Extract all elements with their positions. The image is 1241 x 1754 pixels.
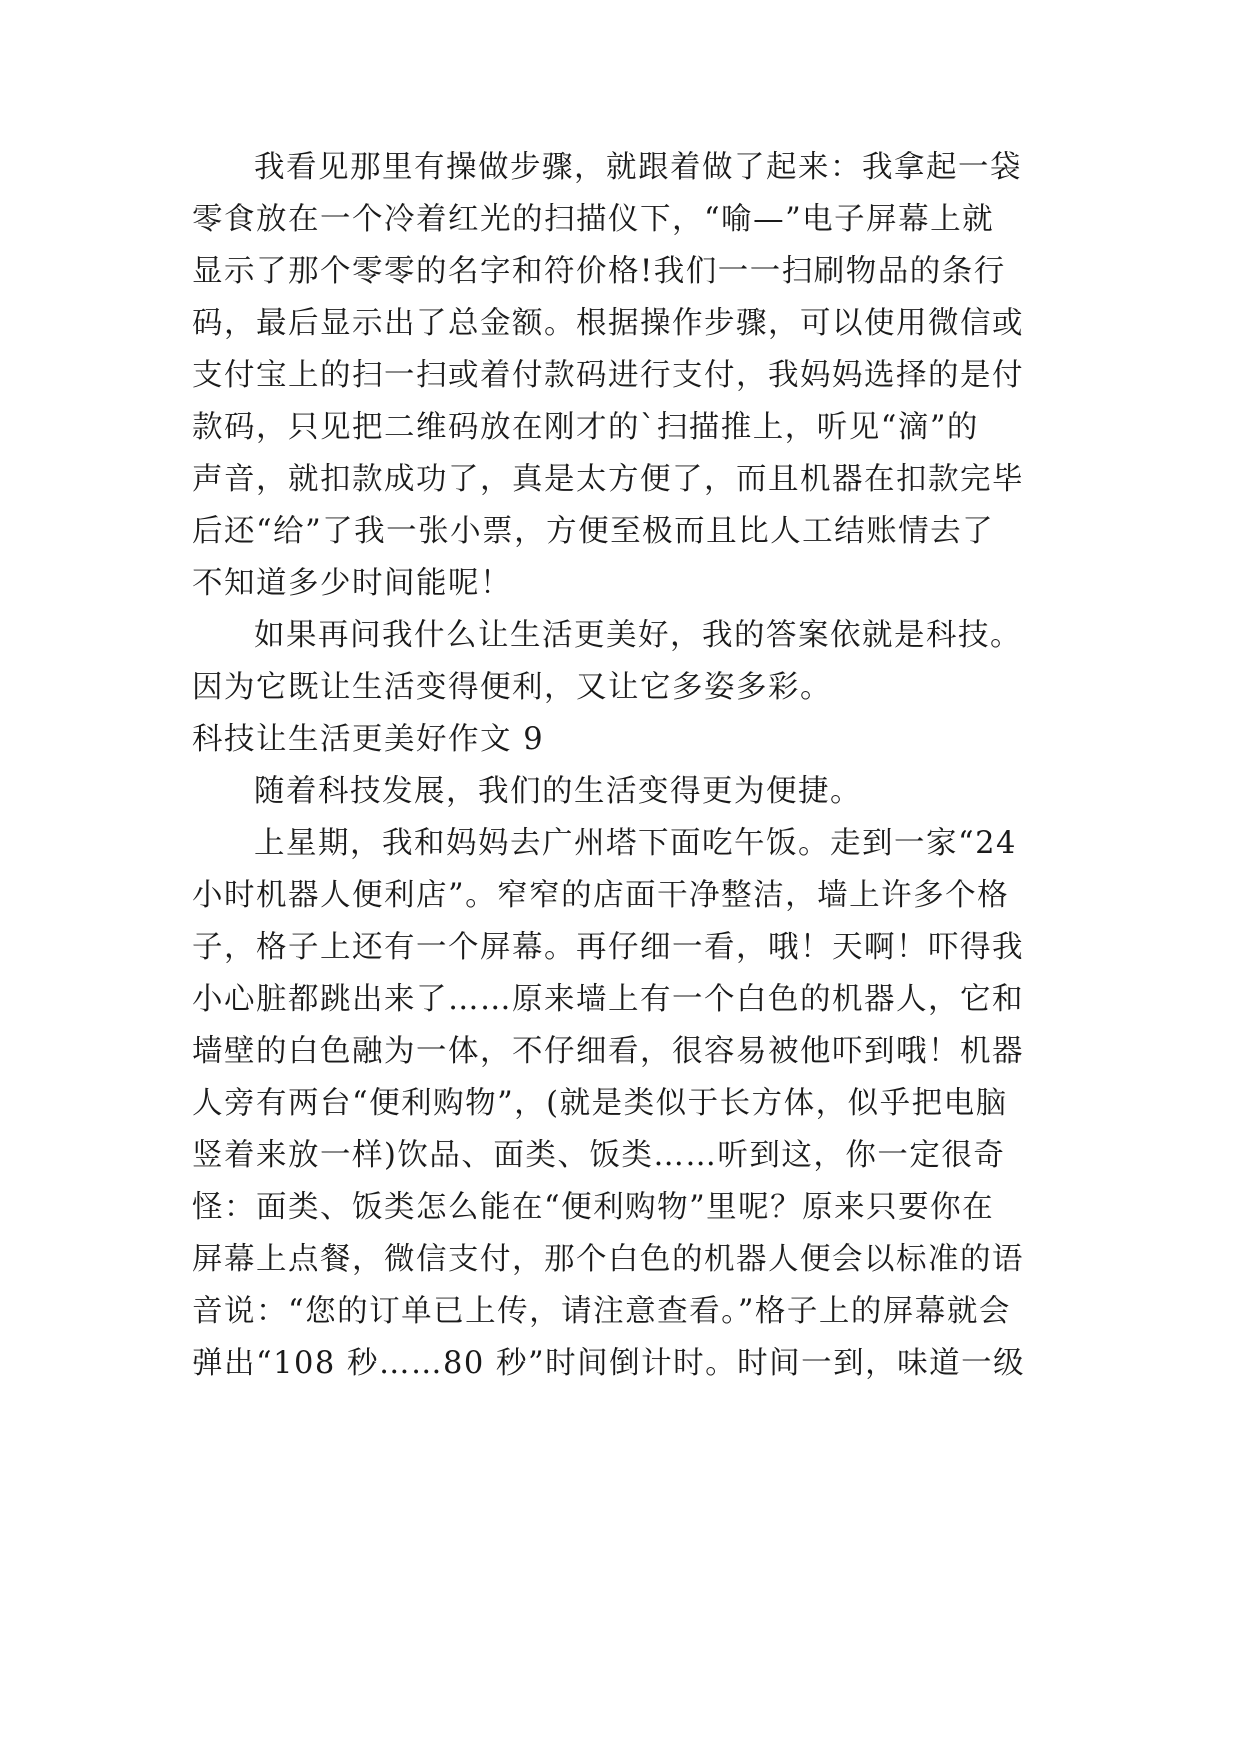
paragraph-line: 款码，只见把二维码放在刚才的`扫描推上，听见“滴”的 [192, 410, 979, 445]
paragraph-line: 子，格子上还有一个屏幕。再仔细一看，哦！天啊！吓得我 [192, 930, 1024, 965]
paragraph-line: 怪：面类、饭类怎么能在“便利购物”里呢？原来只要你在 [192, 1190, 995, 1225]
paragraph-line: 上星期，我和妈妈去广州塔下面吃午饭。走到一家“24 [254, 826, 1017, 861]
paragraph-line: 弹出“108 秒……80 秒”时间倒计时。时间一到，味道一级 [192, 1346, 1026, 1381]
paragraph-line: 支付宝上的扫一扫或着付款码进行支付，我妈妈选择的是付 [192, 358, 1024, 393]
paragraph-line: 屏幕上点餐，微信支付，那个白色的机器人便会以标准的语 [192, 1242, 1024, 1277]
paragraph-line: 小心脏都跳出来了……原来墙上有一个白色的机器人，它和 [192, 982, 1024, 1017]
paragraph-line: 因为它既让生活变得便利，又让它多姿多彩。 [192, 670, 832, 705]
paragraph-line: 小时机器人便利店”。窄窄的店面干净整洁，墙上许多个格 [192, 878, 1010, 913]
section-heading: 科技让生活更美好作文 9 [192, 722, 545, 757]
paragraph-line: 音说：“您的订单已上传，请注意查看。”格子上的屏幕就会 [192, 1294, 1011, 1329]
paragraph-line: 我看见那里有操做步骤，就跟着做了起来：我拿起一袋 [254, 150, 1022, 185]
paragraph-line: 声音，就扣款成功了，真是太方便了，而且机器在扣款完毕 [192, 462, 1024, 497]
paragraph-line: 竖着来放一样)饮品、面类、饭类……听到这，你一定很奇 [192, 1138, 1006, 1173]
paragraph-line: 零食放在一个冷着红光的扫描仪下，“喻—”电子屏幕上就 [192, 202, 995, 237]
paragraph-line: 如果再问我什么让生活更美好，我的答案依就是科技。 [254, 618, 1022, 653]
document-page [192, 0, 1072, 1754]
paragraph-line: 人旁有两台“便利购物”，(就是类似于长方体，似乎把电脑 [192, 1086, 1008, 1121]
paragraph-line: 不知道多少时间能呢！ [192, 566, 512, 601]
paragraph-line: 墙壁的白色融为一体，不仔细看，很容易被他吓到哦！机器 [192, 1034, 1024, 1069]
paragraph-line: 随着科技发展，我们的生活变得更为便捷。 [254, 774, 862, 809]
paragraph-line: 后还“给”了我一张小票，方便至极而且比人工结账情去了 [192, 514, 995, 549]
paragraph-line: 显示了那个零零的名字和符价格!我们一一扫刷物品的条行 [192, 254, 1006, 289]
paragraph-line: 码，最后显示出了总金额。根据操作步骤，可以使用微信或 [192, 306, 1024, 341]
